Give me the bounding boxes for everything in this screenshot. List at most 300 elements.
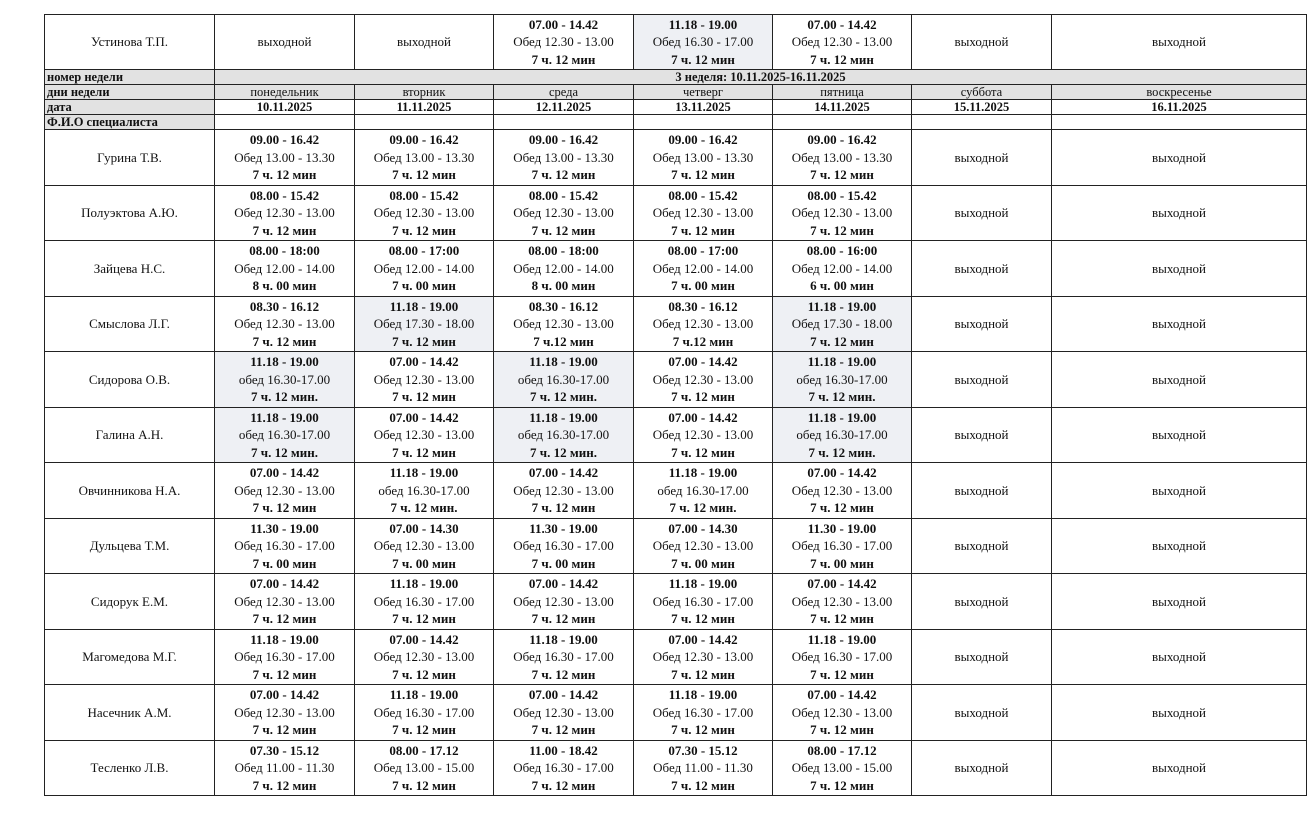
shift-hours: 7 ч. 12 мин	[531, 722, 596, 737]
shift-cell	[494, 629, 634, 685]
day-name-cell: суббота	[912, 85, 1052, 100]
lunch-break: Обед 12.30 - 13.00	[234, 482, 335, 498]
shift-hours: 7 ч. 12 мин	[252, 611, 317, 626]
shift-hours: 7 ч. 12 мин	[810, 51, 874, 67]
shift-cell	[494, 407, 634, 463]
shift-cell	[355, 296, 494, 352]
shift-hours: 7 ч. 12 мин	[671, 722, 735, 737]
shift-hours: 7 ч. 12 мин.	[530, 389, 597, 404]
shift-hours: 7 ч. 12 мин	[531, 500, 596, 515]
shift-hours: 8 ч. 00 мин	[252, 278, 317, 293]
blank-cell	[1052, 115, 1307, 130]
day-off-cell: выходной	[355, 15, 494, 70]
shift-time: 07.00 - 14.42	[528, 576, 599, 591]
shift-hours: 7 ч. 12 мин	[531, 167, 596, 182]
shift-cell	[215, 296, 355, 352]
shift-cell	[634, 740, 773, 796]
shift-cell	[215, 629, 355, 685]
shift-time: 08.30 - 16.12	[668, 298, 738, 314]
shift-hours: 7 ч. 12 мин	[392, 666, 456, 682]
shift-hours: 7 ч. 12 мин	[810, 333, 874, 349]
shift-hours: 7 ч. 12 мин	[810, 611, 874, 626]
shift-time: 07.00 - 14.42	[807, 16, 877, 32]
employee-name: Галина А.Н.	[45, 407, 215, 463]
shift-time: 07.00 - 14.42	[528, 16, 599, 32]
shift-time: 07.00 - 14.42	[249, 576, 320, 591]
day-off-cell: выходной	[912, 352, 1052, 408]
shift-cell	[634, 629, 773, 685]
shift-time: 07.00 - 14.42	[389, 409, 459, 425]
shift-time: 11.18 - 19.00	[250, 354, 319, 369]
lunch-break: Обед 12.30 - 13.00	[513, 34, 614, 50]
lunch-break: Обед 12.30 - 13.00	[791, 593, 893, 609]
shift-time: 08.00 - 15.42	[249, 187, 320, 203]
shift-hours: 7 ч. 12 мин	[252, 722, 317, 737]
schedule-table	[44, 14, 1307, 796]
shift-cell	[355, 740, 494, 796]
date-cell: 15.11.2025	[912, 100, 1052, 115]
day-off-cell: выходной	[1052, 352, 1307, 408]
shift-hours: 7 ч. 00 мин	[810, 555, 874, 571]
lunch-break: обед 16.30-17.00	[796, 371, 888, 387]
day-off-cell: выходной	[912, 130, 1052, 186]
shift-time: 11.18 - 19.00	[389, 298, 459, 314]
dates-row	[45, 100, 1307, 115]
lunch-break: Обед 16.30 - 17.00	[652, 34, 754, 50]
employee-row	[45, 407, 1307, 463]
lunch-break: обед 16.30-17.00	[517, 371, 610, 387]
shift-time: 07.00 - 14.42	[528, 465, 599, 480]
day-off-cell: выходной	[1052, 185, 1307, 241]
lunch-break: Обед 13.00 - 13.30	[652, 149, 754, 165]
employee-row	[45, 352, 1307, 408]
lunch-break: Обед 12.30 - 13.00	[791, 34, 893, 50]
shift-hours: 7 ч. 12 мин.	[808, 389, 876, 404]
shift-hours: 7 ч. 12 мин.	[251, 389, 318, 404]
shift-cell	[773, 352, 912, 408]
shift-cell	[634, 518, 773, 574]
lunch-break: обед 16.30-17.00	[796, 427, 888, 442]
blank-cell	[773, 115, 912, 130]
lunch-break: Обед 12.30 - 13.00	[652, 205, 754, 220]
shift-cell	[634, 241, 773, 297]
day-off-cell: выходной	[1052, 685, 1307, 741]
shift-cell	[773, 241, 912, 297]
schedule-body	[45, 15, 1307, 796]
shift-time: 11.18 - 19.00	[807, 409, 877, 425]
date-cell: 13.11.2025	[634, 100, 773, 115]
shift-time: 11.18 - 19.00	[668, 465, 738, 480]
blank-cell	[355, 115, 494, 130]
shift-cell	[494, 296, 634, 352]
lunch-break: Обед 12.30 - 13.00	[513, 316, 614, 331]
lunch-break: Обед 12.30 - 13.00	[513, 704, 614, 720]
shift-cell	[773, 407, 912, 463]
lunch-break: Обед 16.30 - 17.00	[791, 649, 893, 664]
shift-hours: 7 ч. 12 мин	[531, 51, 596, 67]
shift-cell	[773, 296, 912, 352]
lunch-break: Обед 13.00 - 13.30	[373, 149, 475, 165]
shift-hours: 7 ч. 12 мин	[392, 777, 456, 793]
lunch-break: Обед 11.00 - 11.30	[234, 760, 335, 775]
employee-row	[45, 740, 1307, 796]
shift-time: 11.18 - 19.00	[807, 298, 877, 314]
specialist-header-row	[45, 115, 1307, 130]
shift-time: 11.18 - 19.00	[250, 409, 319, 425]
shift-hours: 7 ч. 12 мин.	[390, 500, 458, 515]
shift-cell	[215, 463, 355, 519]
date-cell: 16.11.2025	[1052, 100, 1307, 115]
lunch-break: Обед 12.30 - 13.00	[652, 649, 754, 664]
shift-hours: 7 ч. 00 мин	[252, 555, 317, 571]
day-off-cell: выходной	[1052, 296, 1307, 352]
shift-time: 08.00 - 16:00	[806, 243, 878, 258]
lunch-break: Обед 16.30 - 17.00	[234, 538, 335, 553]
shift-hours: 7 ч. 12 мин	[810, 222, 874, 238]
lunch-break: Обед 16.30 - 17.00	[652, 593, 754, 609]
lunch-break: Обед 12.30 - 13.00	[791, 482, 893, 498]
lunch-break: Обед 13.00 - 15.00	[791, 760, 893, 775]
day-off-cell: выходной	[1052, 463, 1307, 519]
shift-cell	[215, 518, 355, 574]
shift-time: 11.18 - 19.00	[389, 687, 459, 702]
shift-time: 08.30 - 16.12	[528, 298, 599, 314]
shift-time: 07.00 - 14.42	[807, 687, 877, 702]
shift-cell	[355, 518, 494, 574]
shift-hours: 7 ч. 12 мин	[392, 167, 456, 182]
lunch-break: Обед 12.00 - 14.00	[373, 260, 475, 276]
shift-hours: 7 ч. 12 мин	[810, 777, 874, 793]
shift-hours: 7 ч. 12 мин	[531, 611, 596, 626]
shift-hours: 7 ч. 12 мин	[531, 222, 596, 238]
shift-time: 11.18 - 19.00	[529, 409, 598, 425]
shift-hours: 7 ч. 12 мин	[671, 611, 735, 626]
day-off-cell: выходной	[1052, 740, 1307, 796]
shift-cell	[355, 185, 494, 241]
week-number-label: номер недели	[45, 70, 215, 85]
shift-time: 07.00 - 14.42	[807, 465, 877, 480]
lunch-break: Обед 12.30 - 13.00	[513, 482, 614, 498]
shift-cell	[773, 574, 912, 630]
shift-cell	[634, 130, 773, 186]
shift-cell	[355, 463, 494, 519]
shift-cell	[355, 407, 494, 463]
shift-hours: 7 ч. 12 мин	[671, 51, 735, 67]
shift-hours: 7 ч. 00 мин	[671, 278, 735, 293]
day-name-cell: пятница	[773, 85, 912, 100]
shift-cell	[773, 130, 912, 186]
shift-time: 07.30 - 15.12	[668, 742, 738, 758]
week-title: 3 неделя: 10.11.2025-16.11.2025	[215, 70, 1307, 85]
shift-hours: 7 ч. 12 мин	[671, 222, 735, 238]
date-cell: 11.11.2025	[355, 100, 494, 115]
shift-cell	[634, 15, 773, 70]
day-off-cell: выходной	[1052, 629, 1307, 685]
day-name-cell: воскресенье	[1052, 85, 1307, 100]
lunch-break: Обед 13.00 - 13.30	[513, 149, 614, 165]
employee-name: Магомедова М.Г.	[45, 629, 215, 685]
blank-cell	[215, 115, 355, 130]
shift-time: 07.00 - 14.42	[807, 576, 877, 591]
week-number-row	[45, 70, 1307, 85]
shift-cell	[355, 574, 494, 630]
shift-hours: 7 ч. 12 мин	[252, 500, 317, 515]
shift-hours: 7 ч. 12 мин	[810, 666, 874, 682]
employee-name: Полуэктова А.Ю.	[45, 185, 215, 241]
lunch-break: Обед 12.30 - 13.00	[234, 205, 335, 220]
employee-row	[45, 130, 1307, 186]
shift-time: 11.18 - 19.00	[807, 354, 877, 369]
lunch-break: Обед 12.30 - 13.00	[791, 205, 893, 220]
shift-time: 07.00 - 14.42	[668, 354, 738, 369]
shift-cell	[215, 241, 355, 297]
lunch-break: Обед 12.00 - 14.00	[791, 260, 893, 276]
shift-hours: 7 ч. 12 мин	[671, 389, 735, 404]
day-off-cell: выходной	[1052, 574, 1307, 630]
lunch-break: Обед 12.30 - 13.00	[513, 593, 614, 609]
shift-cell	[215, 185, 355, 241]
shift-hours: 7 ч. 12 мин	[392, 444, 456, 460]
shift-time: 11.30 - 19.00	[529, 520, 598, 536]
shift-cell	[215, 352, 355, 408]
shift-cell	[355, 629, 494, 685]
shift-time: 11.30 - 19.00	[250, 520, 319, 536]
lunch-break: Обед 16.30 - 17.00	[652, 704, 754, 720]
lunch-break: Обед 16.30 - 17.00	[513, 538, 614, 553]
day-off-cell: выходной	[912, 407, 1052, 463]
blank-cell	[634, 115, 773, 130]
employee-name: Насечник А.М.	[45, 685, 215, 741]
shift-time: 09.00 - 16.42	[668, 132, 738, 147]
shift-cell	[494, 518, 634, 574]
day-off-cell: выходной	[912, 574, 1052, 630]
shift-cell	[773, 685, 912, 741]
lunch-break: Обед 12.00 - 14.00	[513, 260, 614, 276]
shift-time: 09.00 - 16.42	[528, 132, 599, 147]
shift-cell	[773, 518, 912, 574]
shift-hours: 7 ч. 12 мин	[810, 500, 874, 515]
day-off-cell: выходной	[1052, 130, 1307, 186]
day-off-cell: выходной	[912, 15, 1052, 70]
date-label: дата	[45, 100, 215, 115]
shift-hours: 7 ч. 12 мин	[671, 167, 735, 182]
lunch-break: Обед 12.00 - 14.00	[652, 260, 754, 276]
schedule-row-top	[45, 15, 1307, 70]
shift-hours: 7 ч. 12 мин.	[808, 444, 876, 460]
shift-time: 08.00 - 15.42	[389, 187, 459, 203]
shift-time: 08.00 - 15.42	[807, 187, 877, 203]
employee-row	[45, 463, 1307, 519]
day-off-cell: выходной	[1052, 241, 1307, 297]
shift-hours: 7 ч. 12 мин	[392, 333, 456, 349]
shift-hours: 7 ч. 12 мин	[531, 777, 596, 793]
lunch-break: обед 16.30-17.00	[657, 482, 749, 498]
shift-time: 08.00 - 15.42	[668, 187, 738, 203]
employee-name: Зайцева Н.С.	[45, 241, 215, 297]
shift-time: 07.00 - 14.42	[668, 631, 738, 647]
shift-cell	[355, 352, 494, 408]
shift-hours: 7 ч. 00 мин	[392, 278, 456, 293]
employee-name: Гурина Т.В.	[45, 130, 215, 186]
day-name-cell: вторник	[355, 85, 494, 100]
shift-cell	[773, 185, 912, 241]
shift-time: 07.30 - 15.12	[249, 742, 320, 758]
shift-hours: 7 ч. 12 мин	[392, 389, 456, 404]
shift-cell	[494, 574, 634, 630]
lunch-break: Обед 16.30 - 17.00	[234, 649, 335, 664]
week-days-label: дни недели	[45, 85, 215, 100]
lunch-break: Обед 16.30 - 17.00	[513, 649, 614, 664]
shift-cell	[494, 352, 634, 408]
shift-hours: 7 ч. 12 мин	[810, 722, 874, 737]
shift-hours: 7 ч. 12 мин.	[251, 444, 318, 460]
shift-time: 11.00 - 18.42	[529, 742, 598, 758]
lunch-break: обед 16.30-17.00	[378, 482, 470, 498]
employee-name: Устинова Т.П.	[45, 15, 215, 70]
day-off-cell: выходной	[912, 518, 1052, 574]
day-name-cell: среда	[494, 85, 634, 100]
date-cell: 10.11.2025	[215, 100, 355, 115]
shift-hours: 7 ч. 00 мин	[671, 555, 735, 571]
blank-cell	[494, 115, 634, 130]
shift-cell	[215, 740, 355, 796]
shift-time: 08.30 - 16.12	[249, 298, 320, 314]
employee-row	[45, 574, 1307, 630]
employee-row	[45, 185, 1307, 241]
date-cell: 14.11.2025	[773, 100, 912, 115]
shift-time: 07.00 - 14.42	[528, 687, 599, 702]
lunch-break: обед 16.30-17.00	[517, 427, 610, 442]
shift-time: 08.00 - 17.12	[389, 742, 459, 758]
lunch-break: Обед 12.30 - 13.00	[373, 427, 475, 442]
shift-time: 09.00 - 16.42	[389, 132, 459, 147]
lunch-break: Обед 12.30 - 13.00	[652, 427, 754, 442]
shift-hours: 7 ч. 12 мин	[392, 222, 456, 238]
shift-cell	[494, 241, 634, 297]
day-off-cell: выходной	[912, 685, 1052, 741]
shift-time: 11.18 - 19.00	[529, 354, 598, 369]
employee-row	[45, 685, 1307, 741]
shift-hours: 7 ч. 12 мин	[671, 444, 735, 460]
lunch-break: Обед 12.00 - 14.00	[234, 260, 335, 276]
shift-time: 08.00 - 18:00	[249, 243, 320, 258]
day-off-cell: выходной	[1052, 15, 1307, 70]
shift-cell	[215, 574, 355, 630]
lunch-break: Обед 13.00 - 13.30	[234, 149, 335, 165]
lunch-break: Обед 12.30 - 13.00	[652, 316, 754, 331]
lunch-break: Обед 12.30 - 13.00	[234, 704, 335, 720]
lunch-break: Обед 17.30 - 18.00	[373, 316, 475, 331]
lunch-break: Обед 16.30 - 17.00	[373, 593, 475, 609]
shift-cell	[634, 185, 773, 241]
date-cell: 12.11.2025	[494, 100, 634, 115]
shift-cell	[494, 463, 634, 519]
employee-name: Тесленко Л.В.	[45, 740, 215, 796]
shift-time: 11.18 - 19.00	[389, 465, 459, 480]
shift-hours: 7 ч.12 мин	[672, 333, 734, 349]
shift-time: 07.00 - 14.42	[249, 465, 320, 480]
lunch-break: Обед 16.30 - 17.00	[373, 704, 475, 720]
employee-name: Смыслова Л.Г.	[45, 296, 215, 352]
shift-hours: 8 ч. 00 мин	[531, 278, 596, 293]
shift-cell	[773, 629, 912, 685]
shift-time: 07.00 - 14.42	[389, 631, 459, 647]
shift-time: 09.00 - 16.42	[807, 132, 877, 147]
lunch-break: Обед 16.30 - 17.00	[791, 538, 893, 553]
shift-cell	[634, 463, 773, 519]
shift-hours: 7 ч. 12 мин	[671, 666, 735, 682]
employee-row	[45, 241, 1307, 297]
shift-cell	[634, 352, 773, 408]
shift-cell	[634, 296, 773, 352]
lunch-break: Обед 16.30 - 17.00	[513, 760, 614, 775]
shift-cell	[215, 685, 355, 741]
lunch-break: Обед 17.30 - 18.00	[791, 316, 893, 331]
lunch-break: Обед 12.30 - 13.00	[234, 316, 335, 331]
shift-hours: 6 ч. 00 мин	[810, 278, 874, 293]
shift-hours: 7 ч. 12 мин.	[669, 500, 737, 515]
shift-cell	[634, 407, 773, 463]
lunch-break: обед 16.30-17.00	[238, 427, 331, 442]
lunch-break: Обед 12.30 - 13.00	[652, 538, 754, 553]
day-off-cell: выходной	[1052, 407, 1307, 463]
day-off-cell: выходной	[912, 185, 1052, 241]
employee-row	[45, 296, 1307, 352]
shift-time: 09.00 - 16.42	[249, 132, 320, 147]
shift-time: 11.18 - 19.00	[668, 16, 738, 32]
lunch-break: Обед 12.30 - 13.00	[373, 649, 475, 664]
lunch-break: Обед 12.30 - 13.00	[373, 538, 475, 553]
shift-cell	[494, 685, 634, 741]
shift-hours: 7 ч. 12 мин	[671, 777, 735, 793]
shift-cell	[494, 130, 634, 186]
lunch-break: Обед 12.30 - 13.00	[791, 704, 893, 720]
lunch-break: Обед 12.30 - 13.00	[234, 593, 335, 609]
shift-hours: 7 ч. 12 мин	[252, 333, 317, 349]
shift-hours: 7 ч. 12 мин	[252, 666, 317, 682]
day-off-cell: выходной	[912, 463, 1052, 519]
shift-time: 07.00 - 14.42	[668, 409, 738, 425]
shift-time: 08.00 - 15.42	[528, 187, 599, 203]
lunch-break: Обед 13.00 - 15.00	[373, 760, 475, 775]
shift-cell	[634, 574, 773, 630]
shift-hours: 7 ч. 12 мин	[810, 167, 874, 182]
shift-hours: 7 ч. 12 мин	[252, 167, 317, 182]
shift-time: 11.18 - 19.00	[668, 576, 738, 591]
shift-cell	[215, 407, 355, 463]
shift-time: 07.00 - 14.30	[389, 520, 459, 536]
shift-time: 07.00 - 14.42	[249, 687, 320, 702]
shift-cell	[634, 685, 773, 741]
shift-hours: 7 ч. 00 мин	[531, 555, 596, 571]
shift-time: 11.30 - 19.00	[807, 520, 877, 536]
day-off-cell: выходной	[912, 740, 1052, 796]
shift-hours: 7 ч. 12 мин	[252, 777, 317, 793]
shift-time: 07.00 - 14.30	[668, 520, 738, 536]
lunch-break: Обед 12.30 - 13.00	[373, 205, 475, 220]
day-off-cell: выходной	[912, 241, 1052, 297]
shift-time: 08.00 - 17.12	[807, 742, 877, 758]
shift-time: 08.00 - 17:00	[667, 243, 739, 258]
lunch-break: Обед 12.30 - 13.00	[373, 371, 475, 387]
shift-hours: 7 ч. 12 мин	[531, 666, 596, 682]
day-off-cell: выходной	[912, 296, 1052, 352]
shift-cell	[355, 241, 494, 297]
shift-time: 08.00 - 18:00	[528, 243, 599, 258]
week-days-row	[45, 85, 1307, 100]
shift-cell	[773, 15, 912, 70]
shift-hours: 7 ч. 12 мин	[392, 611, 456, 626]
